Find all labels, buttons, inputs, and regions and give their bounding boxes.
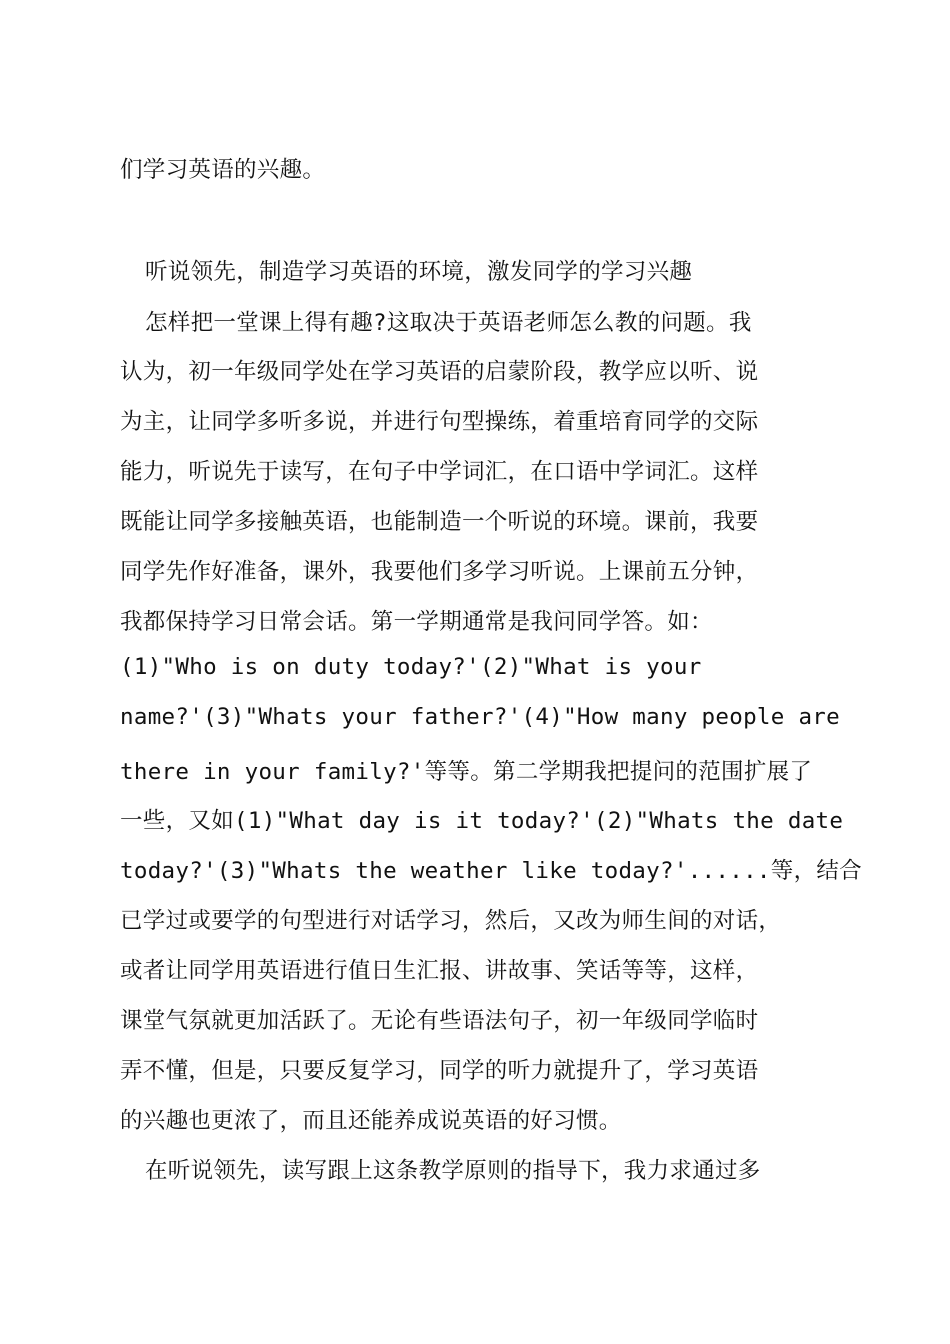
text-line: 弄不懂，但是，只要反复学习，同学的听力就提升了，学习英语 [120,1058,759,1084]
text-line: 我都保持学习日常会话。第一学期通常是我问同学答。如： [120,609,713,635]
text-line: 一些，又如(1)"What day is it today?'(2)"Whats the date [120,808,844,834]
text-line: 或者让同学用英语进行值日生汇报、讲故事、笑话等等，这样， [120,958,759,984]
text-line: 既能让同学多接触英语，也能制造一个听说的环境。课前，我要 [120,509,759,535]
text-line: name?'(3)"Whats your father?'(4)"How many people are [120,704,840,730]
text-line: 为主，让同学多听多说，并进行句型操练，着重培育同学的交际 [120,409,759,435]
text-line: 能力，听说先于读写，在句子中学词汇，在口语中学词汇。这样 [120,459,759,485]
section-heading: 听说领先，制造学习英语的环境，激发同学的学习兴趣 [145,259,693,285]
text-line: 课堂气氛就更加活跃了。无论有些语法句子，初一年级同学临时 [120,1008,759,1034]
text-line: 的兴趣也更浓了，而且还能养成说英语的好习惯。 [120,1108,622,1134]
text-line: (1)"Who is on duty today?'(2)"What is your [120,654,702,680]
text-line: today?'(3)"Whats the weather like today?'......等，结合 [120,858,862,884]
text-line: 已学过或要学的句型进行对话学习，然后，又改为师生间的对话， [120,908,782,934]
text-line: 认为，初一年级同学处在学习英语的启蒙阶段，教学应以听、说 [120,359,759,385]
text-line: 同学先作好准备，课外，我要他们多学习听说。上课前五分钟， [120,559,759,585]
paragraph-first-line: 在听说领先，读写跟上这条教学原则的指导下，我力求通过多 [145,1158,761,1184]
text-line: 们学习英语的兴趣。 [120,157,326,183]
text-line: there in your family?'等等。第二学期我把提问的范围扩展了 [120,759,813,785]
paragraph-first-line: 怎样把一堂课上得有趣?这取决于英语老师怎么教的问题。我 [145,310,752,336]
